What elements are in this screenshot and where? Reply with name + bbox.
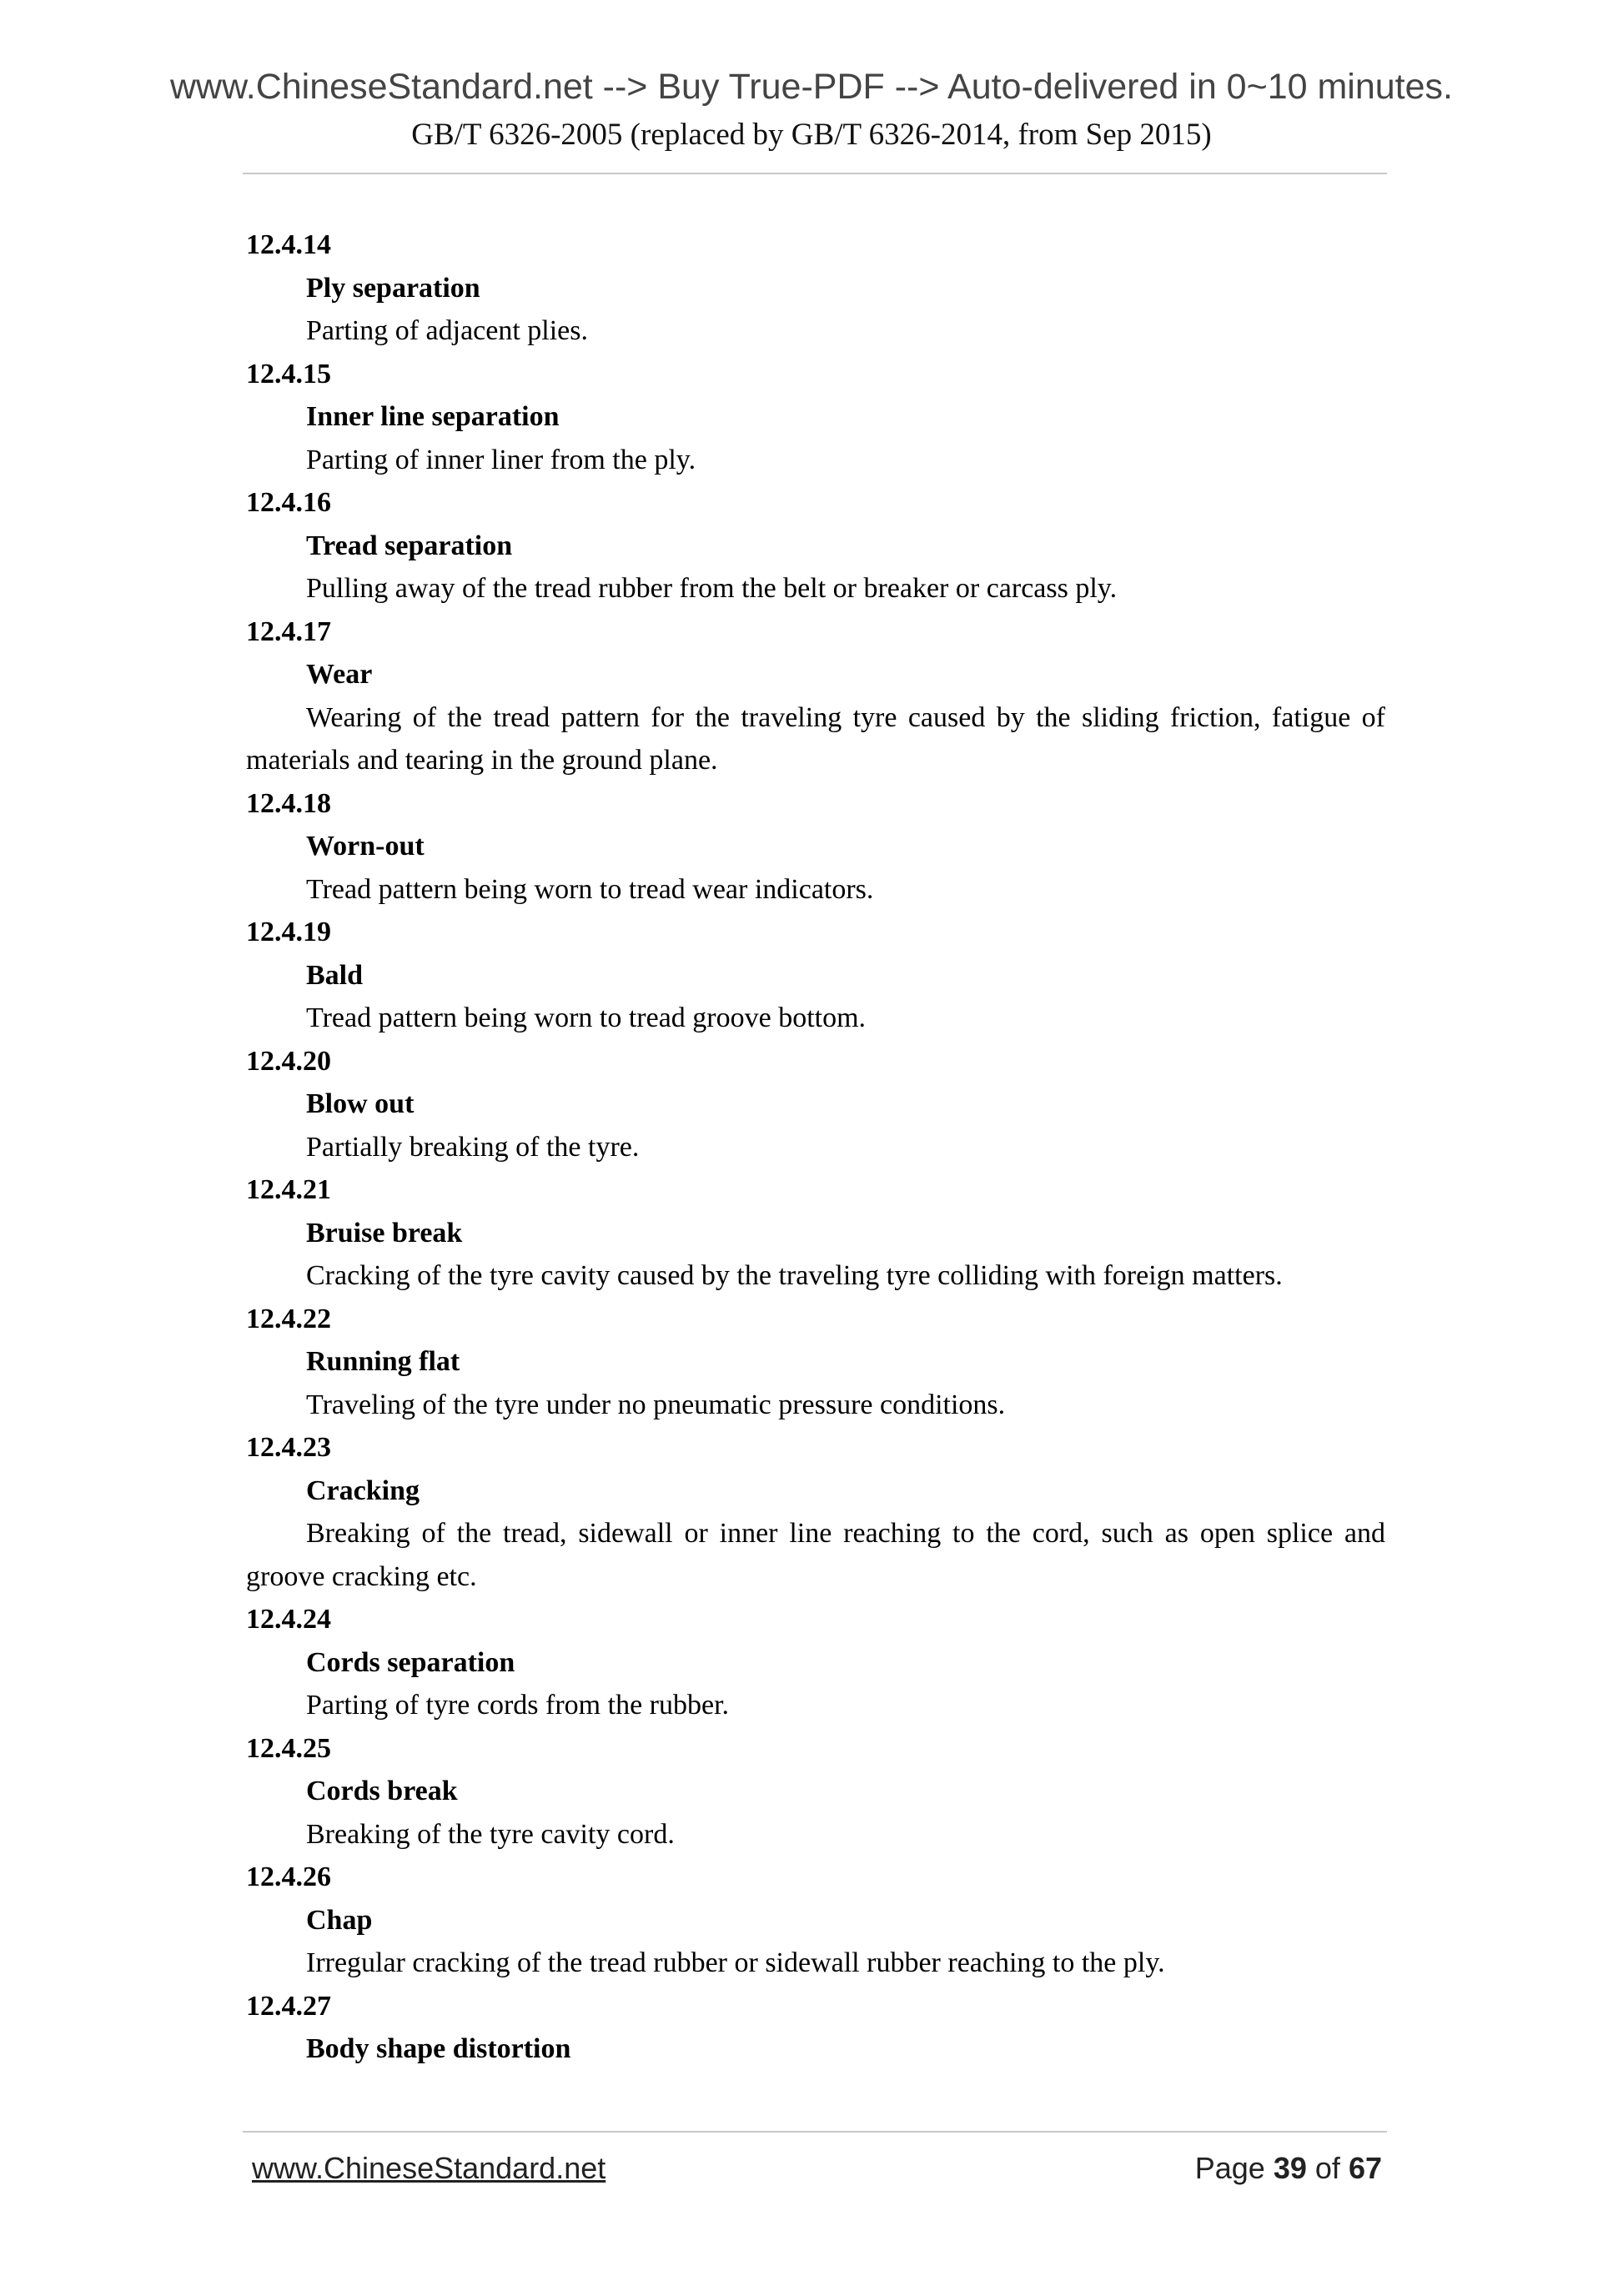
header-divider bbox=[243, 173, 1387, 174]
clause-definition: Tread pattern being worn to tread wear indicators. bbox=[306, 873, 874, 905]
clause-number: 12.4.24 bbox=[246, 1604, 331, 1635]
clause-definition: Pulling away of the tread rubber from the belt or breaker or carcass ply. bbox=[306, 573, 1118, 604]
page-of: of bbox=[1314, 2151, 1340, 2185]
clause-12-4-14 bbox=[246, 224, 1385, 353]
clause-definition: Breaking of the tyre cavity cord. bbox=[306, 1818, 675, 1850]
clause-term: Running flat bbox=[306, 1346, 460, 1377]
clause-12-4-23 bbox=[246, 1426, 1385, 1598]
clause-12-4-16 bbox=[246, 481, 1385, 610]
clause-12-4-17 bbox=[246, 610, 1385, 782]
clause-term: Body shape distortion bbox=[306, 2033, 571, 2064]
clause-definition: Breaking of the tread, sidewall or inner line reaching to the cord, such as open splice and groove cracking etc. bbox=[246, 1518, 1385, 1592]
clause-term: Ply separation bbox=[306, 272, 480, 304]
clause-number: 12.4.14 bbox=[246, 229, 331, 260]
clause-definition: Parting of inner liner from the ply. bbox=[306, 444, 696, 475]
clause-number: 12.4.27 bbox=[246, 1990, 331, 2022]
clause-12-4-25 bbox=[246, 1727, 1385, 1856]
footer-divider bbox=[243, 2131, 1387, 2133]
clause-12-4-18 bbox=[246, 782, 1385, 912]
clause-definition: Irregular cracking of the tread rubber or sidewall rubber reaching to the ply. bbox=[306, 1947, 1165, 1978]
header-standard-title: GB/T 6326-2005 (replaced by GB/T 6326-2014, from Sep 2015) bbox=[411, 118, 1212, 152]
clause-number: 12.4.25 bbox=[246, 1732, 331, 1764]
clause-term: Wear bbox=[306, 659, 373, 690]
clause-number: 12.4.19 bbox=[246, 917, 331, 947]
clause-number: 12.4.15 bbox=[246, 358, 331, 389]
clause-term: Blow out bbox=[306, 1088, 415, 1119]
clause-definition: Partially breaking of the tyre. bbox=[306, 1131, 640, 1163]
clause-number: 12.4.23 bbox=[246, 1432, 331, 1463]
clause-12-4-19 bbox=[246, 911, 1385, 1040]
page-total: 67 bbox=[1348, 2151, 1382, 2185]
clause-number: 12.4.26 bbox=[246, 1861, 331, 1892]
page-number: 39 bbox=[1273, 2151, 1307, 2185]
footer-website-link[interactable]: www.ChineseStandard.net bbox=[252, 2151, 606, 2185]
clause-term: Cords separation bbox=[306, 1646, 515, 1678]
clause-definition: Traveling of the tyre under no pneumatic pressure conditions. bbox=[306, 1389, 1006, 1420]
clause-definition: Wearing of the tread pattern for the traveling tyre caused by the sliding friction, fatigue of materials and tearing in the ground plane. bbox=[246, 701, 1385, 776]
page-indicator bbox=[1195, 2148, 1382, 2189]
clause-term: Bald bbox=[306, 959, 364, 991]
clause-definition: Cracking of the tyre cavity caused by the traveling tyre colliding with foreign matters. bbox=[306, 1260, 1283, 1291]
clause-12-4-20 bbox=[246, 1040, 1385, 1169]
clause-term: Chap bbox=[306, 1904, 373, 1936]
page-prefix: Page bbox=[1194, 2151, 1265, 2185]
clause-term: Cracking bbox=[306, 1475, 420, 1506]
header-banner-link[interactable]: www.ChineseStandard.net --> Buy True-PDF --> Auto-delivered in 0~10 minutes. bbox=[169, 67, 1453, 107]
clause-list bbox=[246, 224, 1385, 2071]
clause-12-4-24 bbox=[246, 1598, 1385, 1727]
clause-12-4-26 bbox=[246, 1856, 1385, 1985]
clause-term: Inner line separation bbox=[306, 401, 560, 432]
clause-number: 12.4.20 bbox=[246, 1045, 331, 1077]
clause-number: 12.4.22 bbox=[246, 1303, 331, 1334]
clause-12-4-21 bbox=[246, 1168, 1385, 1298]
clause-term: Cords break bbox=[306, 1776, 458, 1806]
clause-12-4-27 bbox=[246, 1985, 1385, 2071]
clause-term: Worn-out bbox=[306, 831, 425, 862]
clause-definition: Tread pattern being worn to tread groove bottom. bbox=[306, 1002, 867, 1033]
clause-term: Tread separation bbox=[306, 530, 513, 561]
clause-12-4-15 bbox=[246, 353, 1385, 482]
clause-number: 12.4.17 bbox=[246, 615, 331, 647]
clause-definition: Parting of adjacent plies. bbox=[306, 315, 589, 346]
clause-12-4-22 bbox=[246, 1298, 1385, 1427]
clause-term: Bruise break bbox=[306, 1217, 463, 1248]
clause-definition: Parting of tyre cords from the rubber. bbox=[306, 1690, 730, 1721]
clause-number: 12.4.18 bbox=[246, 787, 331, 819]
clause-number: 12.4.16 bbox=[246, 487, 331, 518]
clause-number: 12.4.21 bbox=[246, 1174, 331, 1205]
